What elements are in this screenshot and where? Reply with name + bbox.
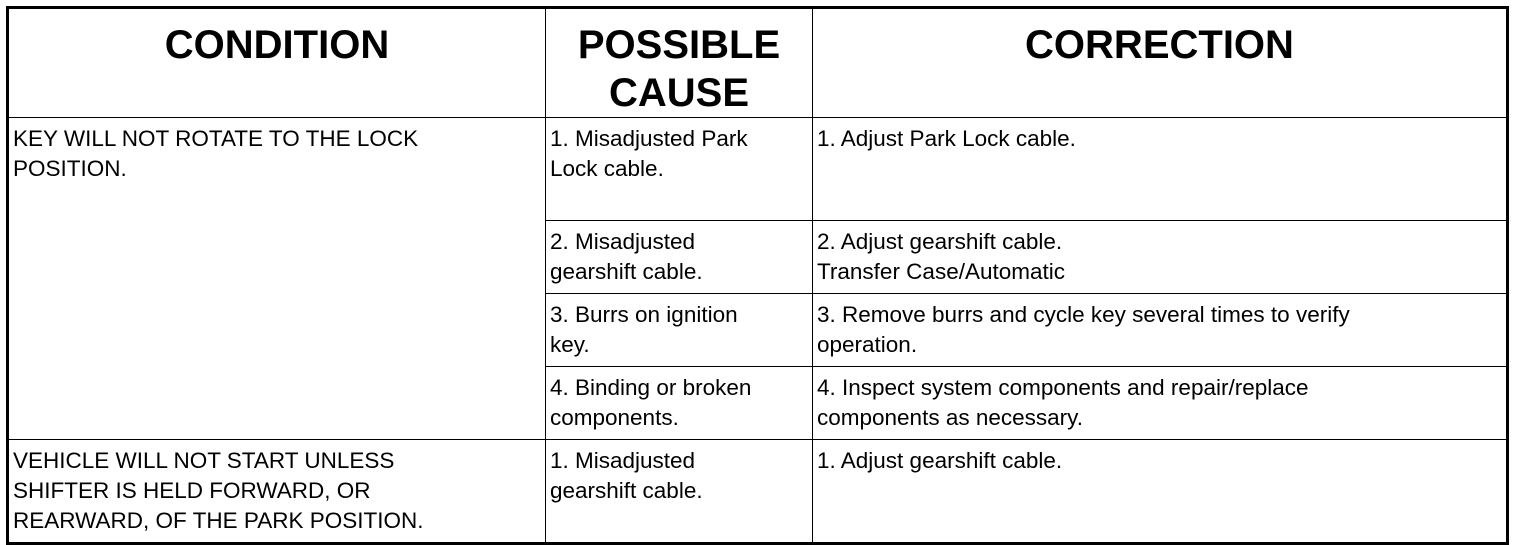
cause-text: 2. Misadjusted — [550, 229, 696, 254]
cause-cell — [546, 440, 813, 544]
correction-cell — [813, 367, 1508, 440]
correction-text: 4. Inspect system components and repair/replace — [817, 375, 1309, 400]
correction-text: Transfer Case/Automatic — [817, 259, 1066, 284]
correction-text: 1. Adjust Park Lock cable. — [817, 126, 1076, 151]
cause-text: 1. Misadjusted Park — [550, 126, 748, 151]
cause-text: key. — [550, 332, 590, 357]
correction-cell — [813, 221, 1508, 294]
condition-text: KEY WILL NOT ROTATE TO THE LOCK — [13, 126, 419, 151]
correction-text: 1. Adjust gearshift cable. — [817, 448, 1063, 473]
header-correction-label: CORRECTION — [1025, 23, 1294, 67]
cause-text: Lock cable. — [550, 156, 664, 181]
header-condition — [8, 8, 546, 118]
correction-cell — [813, 440, 1508, 544]
correction-text: operation. — [817, 332, 918, 357]
header-row — [8, 8, 1508, 118]
cause-cell — [546, 294, 813, 367]
condition-cell — [8, 118, 546, 440]
header-cause-line2: CAUSE — [608, 71, 750, 115]
correction-text: 3. Remove burrs and cycle key several times to verify — [817, 302, 1350, 327]
condition-text: VEHICLE WILL NOT START UNLESS — [13, 448, 395, 473]
table-row — [8, 118, 1508, 221]
diagnosis-table — [6, 6, 1509, 545]
table-row — [8, 440, 1508, 544]
header-possible-cause — [546, 8, 813, 118]
header-cause-line1: POSSIBLE — [577, 23, 781, 67]
condition-text: SHIFTER IS HELD FORWARD, OR — [13, 478, 371, 503]
cause-cell — [546, 221, 813, 294]
header-correction — [813, 8, 1508, 118]
condition-cell — [8, 440, 546, 544]
correction-text: 2. Adjust gearshift cable. — [817, 229, 1063, 254]
cause-text: components. — [550, 405, 679, 430]
condition-text: REARWARD, OF THE PARK POSITION. — [13, 508, 424, 533]
cause-cell — [546, 367, 813, 440]
condition-text: POSITION. — [13, 156, 127, 181]
cause-text: gearshift cable. — [550, 259, 703, 284]
cause-text: 3. Burrs on ignition — [550, 302, 738, 327]
correction-cell — [813, 294, 1508, 367]
cause-cell — [546, 118, 813, 221]
cause-text: gearshift cable. — [550, 478, 703, 503]
cause-text: 1. Misadjusted — [550, 448, 696, 473]
correction-text: components as necessary. — [817, 405, 1083, 430]
cause-text: 4. Binding or broken — [550, 375, 752, 400]
correction-cell — [813, 118, 1508, 221]
header-condition-label: CONDITION — [164, 23, 390, 67]
